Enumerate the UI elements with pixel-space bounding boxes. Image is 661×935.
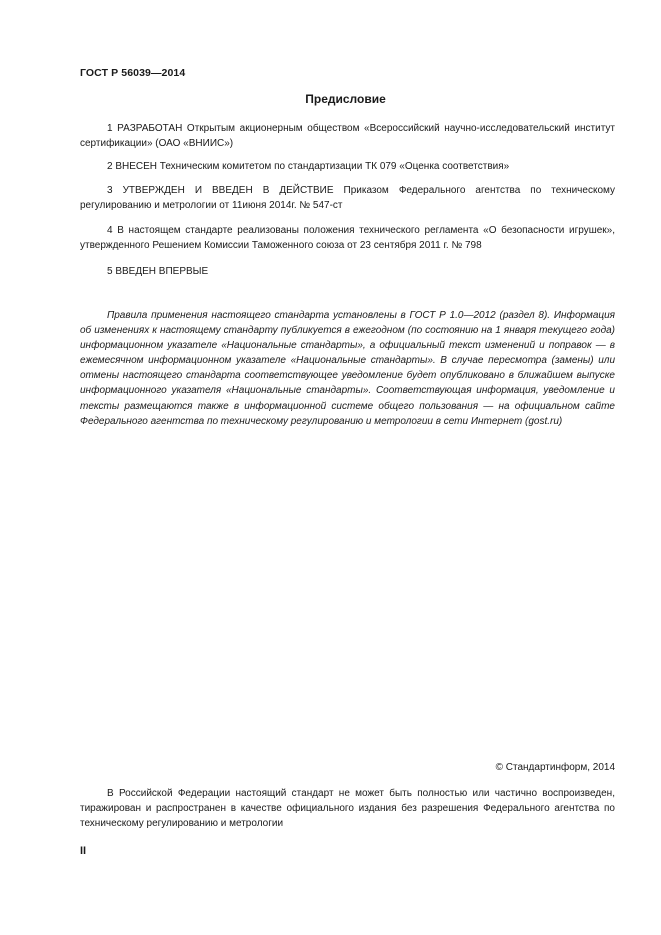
standard-application-note: Правила применения настоящего стандарта установлены в ГОСТ Р 1.0—2012 (раздел 8). Информация об изменениях к настоящему стандарту публикуется в ежегодном (по состоянию на 1 января текущего года) информационном указателе «Национальные стандарты», а официальный текст изменений и поправок — в ежемесячном информационном указателе «Национальные стандарты». В случае пересмотра (замены) или отмены настоящего стандарта соответствующее уведомление будет опубликовано в ближайшем выпуске информационного указателя «Национальные стандарты». Соответствующая информация, уведомление и тексты размещаются также в информационной системе общего пользования — на официальном сайте Федерального агентства по техническому регулированию и метрологии в сети Интернет (gost.ru) — [80, 310, 615, 427]
foreword-item-5: 5 ВВЕДЕН ВПЕРВЫЕ — [107, 266, 209, 277]
page-number: II — [80, 845, 87, 857]
foreword-item-2: 2 ВНЕСЕН Техническим комитетом по стандартизации ТК 079 «Оценка соответствия» — [107, 161, 510, 172]
reproduction-notice: В Российской Федерации настоящий стандарт не может быть полностью или частично воспроизведен, тиражирован и распространен в качестве официального издания без разрешения Федерального агентства по техническому регулированию и метрологии — [80, 788, 615, 830]
page-title: Предисловие — [305, 92, 386, 106]
copyright-line: © Стандартинформ, 2014 — [495, 762, 615, 773]
foreword-item-4: 4 В настоящем стандарте реализованы положения технического регламента «О безопасности игрушек», утвержденного Решением Комиссии Таможенного союза от 23 сентября 2011 г. № 798 — [80, 225, 615, 251]
document-code-header: ГОСТ Р 56039—2014 — [80, 67, 186, 79]
foreword-item-1: 1 РАЗРАБОТАН Открытым акционерным обществом «Всероссийский научно-исследовательский институт сертификации» (ОАО «ВНИИС») — [80, 123, 615, 149]
foreword-item-3: 3 УТВЕРЖДЕН И ВВЕДЕН В ДЕЙСТВИЕ Приказом Федерального агентства по техническому регулированию и метрологии от 11июня 2014г. № 547-ст — [80, 185, 615, 211]
